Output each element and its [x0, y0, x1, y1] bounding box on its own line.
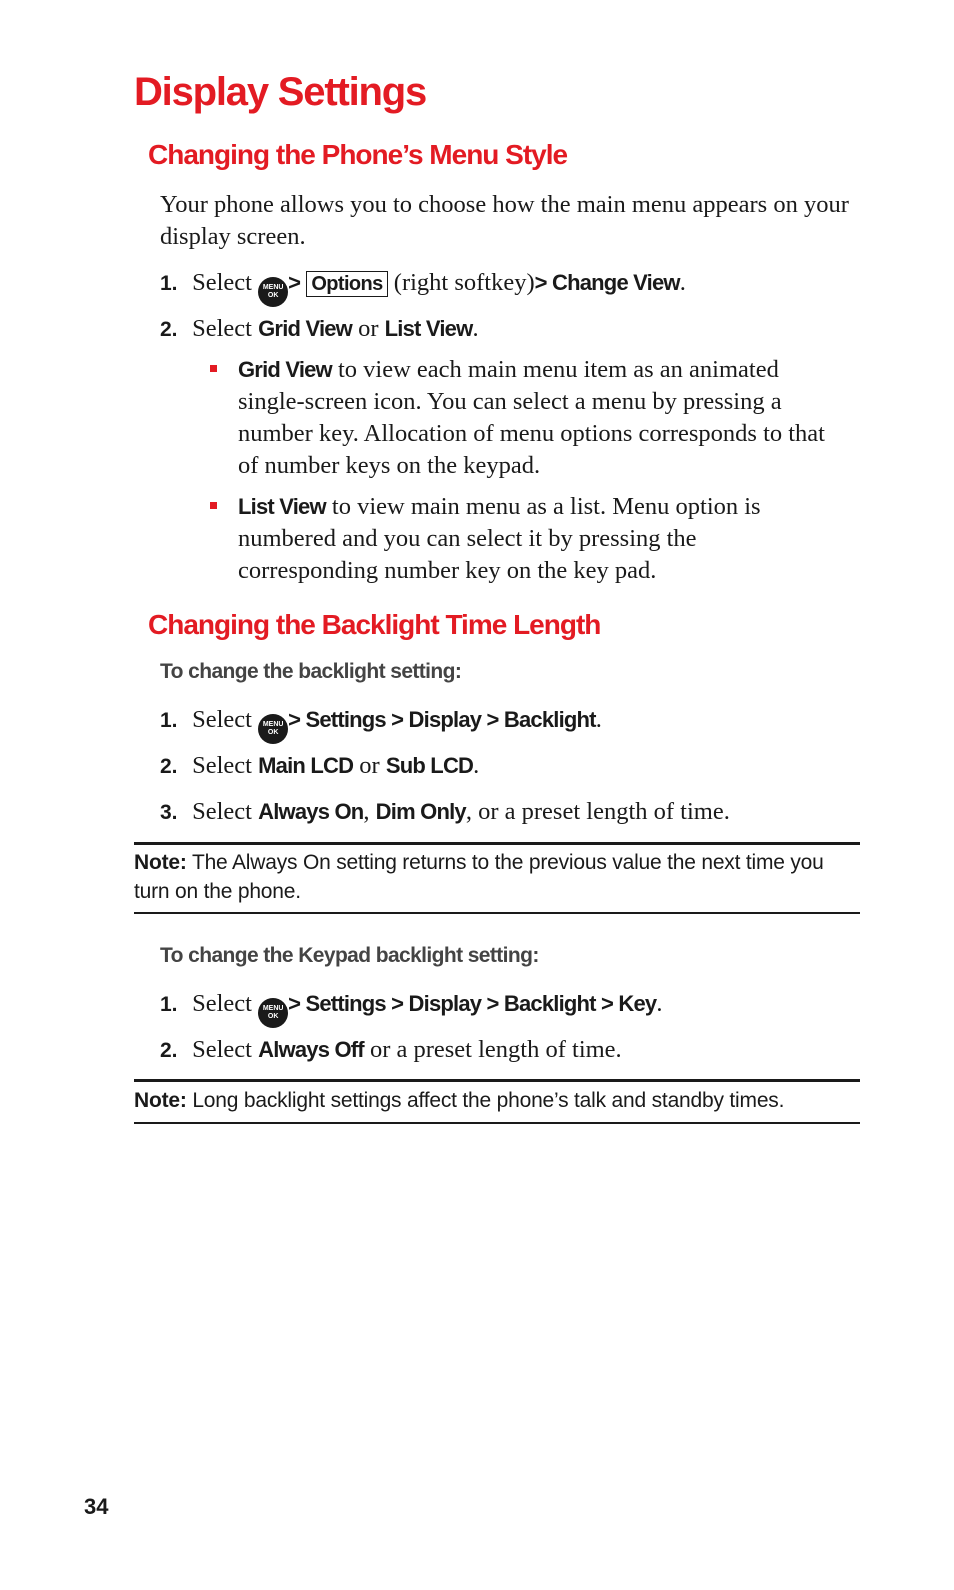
- softkey-note: (right softkey): [393, 269, 535, 296]
- menu-path: > Settings > Display > Backlight: [288, 707, 596, 732]
- backlight-step-3: 3. Select Always On, Dim Only, or a preset length of time.: [160, 796, 860, 829]
- menu-ok-key-icon: MENU OK: [258, 714, 288, 744]
- option-dim-only: Dim Only: [375, 799, 466, 824]
- options-softkey-label: Options: [306, 271, 387, 297]
- option-always-off: Always Off: [258, 1037, 364, 1062]
- keypad-backlight-subheading: To change the Keypad backlight setting:: [160, 944, 539, 967]
- step-number: 2.: [160, 755, 178, 778]
- note-text: Long backlight settings affect the phone’s talk and standby times.: [192, 1089, 785, 1112]
- step-number: 1.: [160, 993, 178, 1016]
- backlight-step-2: 2. Select Main LCD or Sub LCD.: [160, 750, 860, 783]
- backlight-step-1: 1. Select MENU OK> Settings > Display > Backlight.: [160, 704, 860, 744]
- bullet-marker: [210, 365, 217, 372]
- note-backlight-battery: [134, 1086, 860, 1115]
- option-sub-lcd: Sub LCD: [385, 753, 474, 778]
- menu-path: > Settings > Display > Backlight > Key: [288, 991, 657, 1016]
- step-verb: Select: [192, 752, 252, 779]
- note-rule-top: [134, 842, 860, 845]
- backlight-subheading: To change the backlight setting:: [160, 660, 462, 683]
- menu-path: > Change View: [534, 270, 680, 295]
- option-grid-view: Grid View: [258, 316, 352, 341]
- menu-style-step-2: 2. Select Grid View or List View.: [160, 313, 860, 346]
- path-separator: >: [288, 270, 301, 295]
- note2-rule-bottom: [134, 1122, 860, 1124]
- menu-ok-key-icon: MENU OK: [258, 998, 288, 1028]
- bullet-description: to view each main menu item as an animated single-screen icon. You can select a menu by pressing a number key. Allocation of menu options corresponds to that of number keys on the keypad.: [238, 356, 825, 479]
- step-verb: Select: [192, 269, 252, 296]
- section-heading-backlight: Changing the Backlight Time Length: [148, 609, 601, 640]
- step-verb: Select: [192, 315, 252, 342]
- bullet-marker: [210, 502, 217, 509]
- page-title: Display Settings: [134, 70, 426, 114]
- step-number: 1.: [160, 709, 178, 732]
- note-rule-bottom: [134, 912, 860, 914]
- option-list-view: List View: [384, 316, 473, 341]
- note2-rule-top: [134, 1079, 860, 1082]
- bullet-list-view: [212, 491, 832, 587]
- keypad-backlight-step-1: 1. Select MENU OK> Settings > Display > Backlight > Key.: [160, 988, 860, 1028]
- step-verb: Select: [192, 798, 252, 825]
- bullet-term: Grid View: [238, 357, 332, 382]
- step-verb: Select: [192, 706, 252, 733]
- option-always-on: Always On: [258, 799, 364, 824]
- menu-ok-key-icon: MENU OK: [258, 277, 288, 307]
- step-number: 2.: [160, 1039, 178, 1062]
- step-number: 3.: [160, 801, 178, 824]
- note-label: Note:: [134, 1089, 187, 1112]
- note-always-on: [134, 848, 860, 906]
- step-number: 2.: [160, 318, 178, 341]
- step-verb: Select: [192, 1036, 252, 1063]
- option-main-lcd: Main LCD: [258, 753, 354, 778]
- bullet-term: List View: [238, 494, 326, 519]
- bullet-grid-view: [212, 354, 832, 482]
- bullet-description: to view main menu as a list. Menu option is numbered and you can select it by pressing the corresponding number key on the key pad.: [238, 493, 761, 584]
- keypad-backlight-step-2: 2. Select Always Off or a preset length of time.: [160, 1034, 860, 1067]
- page-number: 34: [84, 1494, 109, 1519]
- note-label: Note:: [134, 851, 187, 874]
- step-number: 1.: [160, 272, 178, 295]
- section-heading-menu-style: Changing the Phone’s Menu Style: [148, 139, 568, 170]
- menu-style-step-1: 1. Select MENU OK> Options (right softkey)> Change View.: [160, 267, 860, 307]
- note-text: The Always On setting returns to the previous value the next time you turn on the phone.: [134, 851, 824, 903]
- step-verb: Select: [192, 990, 252, 1017]
- intro-paragraph: Your phone allows you to choose how the main menu appears on your display screen.: [160, 191, 849, 250]
